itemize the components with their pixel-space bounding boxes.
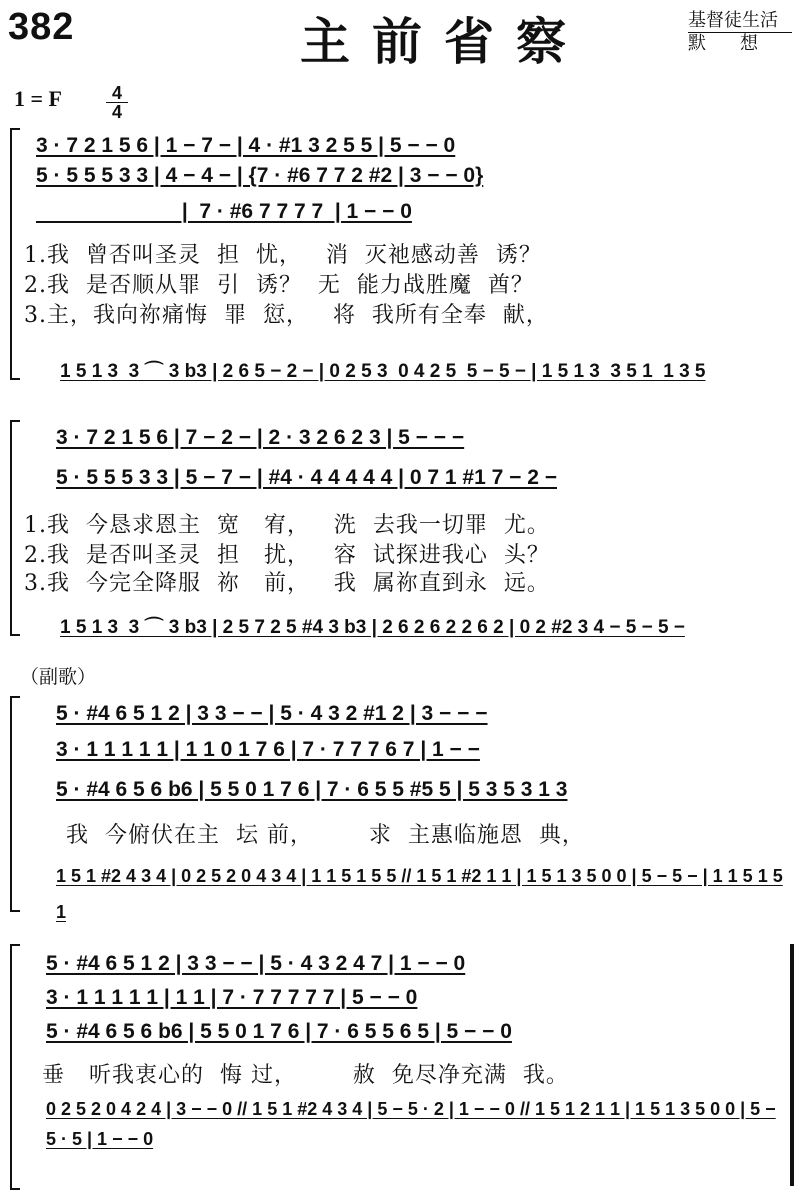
s3-alto: 3 · 1 1 1 1 1 | 1 1 0 1 7 6 | 7 · 7 7 7 6 7 | 1 − − [56, 738, 480, 761]
s3-bass: 1 5 1 #2 4 3 4 | 0 2 5 2 0 4 3 4 | 1 1 5 1 5 5 // 1 5 1 #2 1 1 | 1 5 1 3 5 0 0 | 5 − 5 − | 1 1 5 1 5 1 [56, 866, 783, 922]
system-4-brace [10, 944, 20, 1190]
s2-lyric-2: 2.我 是否叫圣灵 担 扰， 容 试探进我心 头？ [24, 543, 550, 568]
s3-soprano: 5 · #4 6 5 1 2 | 3 3 − − | 5 · 4 3 2 #1 2 | 3 − − − [56, 702, 488, 725]
meter-bottom: 4 [106, 102, 128, 121]
credit-source: 基督徒生活 [688, 10, 792, 33]
hymn-credit [688, 10, 792, 55]
s2-lyric-1: 1.我 今恳求恩主 宽 宥， 洗 去我一切罪 尤。 [24, 513, 550, 538]
s1-soprano: 3 · 7 2 1 5 6 | 1 − 7 − | 4 · #1 3 2 5 5 | 5 − − 0 [36, 134, 456, 157]
system-2-brace [10, 420, 20, 636]
s4-lyric: 垂 听我衷心的 悔 过， 赦 免尽净充满 我。 [42, 1063, 569, 1088]
chorus-label: （副歌） [20, 666, 97, 688]
credit-author: 默想 [688, 33, 792, 54]
key-signature: 1 = F [14, 86, 62, 111]
time-signature [106, 84, 128, 121]
s3-lyric: 我 今俯伏在主 坛 前， 求 主惠临施恩 典， [66, 823, 585, 848]
s1-lyric-2: 2.我 是否顺从罪 引 诱？ 无 能力战胜魔 酋？ [24, 273, 534, 298]
meter-top: 4 [111, 83, 122, 103]
hymn-number: 382 [8, 6, 75, 48]
s1-alto: 5 · 5 5 5 3 3 | 4 − 4 − | {7 · #6 7 7 2 #2 | 3 − − 0} [36, 164, 484, 187]
s2-soprano: 3 · 7 2 1 5 6 | 7 − 2 − | 2 · 3 2 6 2 3 | 5 − − − [56, 426, 465, 449]
s4-bass: 0 2 5 2 0 4 2 4 | 3 − − 0 // 1 5 1 #2 4 3 4 | 5 − 5 · 2 | 1 − − 0 // 1 5 1 2 1 1 | 1 5 1 3 5 0 0 | 5 − 5 · 5 | 1 − − 0 [46, 1099, 776, 1149]
hymn-title: 主前省察 [300, 12, 588, 71]
final-barline [790, 944, 794, 1186]
s1-lyric-3: 3.主，我向祢痛悔 罪 愆， 将 我所有全奉 献， [24, 303, 549, 328]
s2-alto: 5 · 5 5 5 3 3 | 5 − 7 − | #4 · 4 4 4 4 4 | 0 7 1 #1 7 − 2 − [56, 466, 557, 489]
s1-lyric-1: 1.我 曾否叫圣灵 担 忧， 消 灭祂感动善 诱？ [24, 243, 542, 268]
s4-tenor: 5 · #4 6 5 6 b6 | 5 5 0 1 7 6 | 7 · 6 5 5 6 5 | 5 − − 0 [46, 1020, 512, 1043]
s4-alto: 3 · 1 1 1 1 1 | 1 1 | 7 · 7 7 7 7 7 | 5 − − 0 [46, 986, 418, 1009]
s2-lyric-3: 3.我 今完全降服 祢 前， 我 属祢直到永 远。 [24, 571, 550, 596]
s4-soprano: 5 · #4 6 5 1 2 | 3 3 − − | 5 · 4 3 2 4 7 | 1 − − 0 [46, 952, 466, 975]
s3-tenor: 5 · #4 6 5 6 b6 | 5 5 0 1 7 6 | 7 · 6 5 5 #5 5 | 5 3 5 3 1 3 [56, 778, 568, 801]
s2-bass: 1 5 1 3 3 ⌒ 3 b3 | 2 5 7 2 5 #4 3 b3 | 2 6 2 6 2 2 6 2 | 0 2 #2 3 4 − 5 − 5 − [60, 617, 685, 638]
s1-bass: 1 5 1 3 3 ⌒ 3 b3 | 2 6 5 − 2 − | 0 2 5 3 0 4 2 5 5 − 5 − | 1 5 1 3 3 5 1 1 3 5 [60, 361, 706, 382]
system-1-brace [10, 128, 20, 380]
s1-tenor: | 7 · #6 7 7 7 7 | 1 − − 0 [36, 200, 412, 223]
system-3-brace [10, 696, 20, 912]
